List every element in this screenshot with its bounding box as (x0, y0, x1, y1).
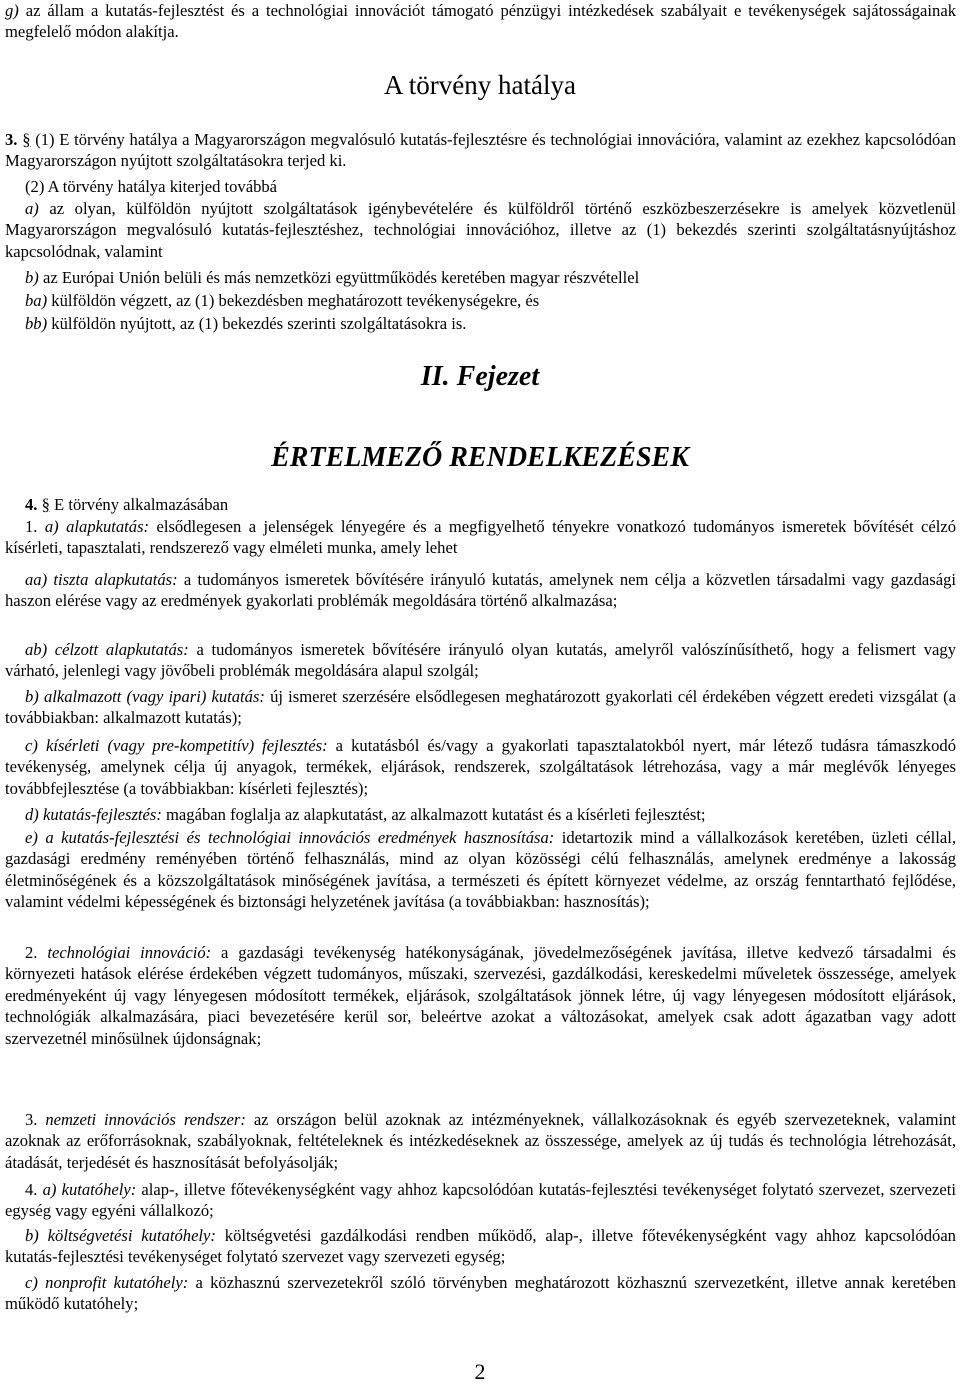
definition-term: b) alkalmazott (vagy ipari) kutatás: (25, 687, 265, 706)
definition-1aa (5, 569, 956, 612)
paragraph-g (5, 0, 956, 43)
item-label: b) (25, 268, 39, 287)
paragraph-text: külföldön végzett, az (1) bekezdésben meghatározott tevékenységekre, és (47, 291, 540, 310)
definition-1c (5, 735, 956, 799)
paragraph-text: külföldön nyújtott, az (1) bekezdés szerinti szolgáltatásokra is. (47, 314, 467, 333)
paragraph-text: E törvény alkalmazásában (49, 495, 229, 514)
item-label: bb) (25, 314, 48, 333)
definition-4a (5, 1179, 956, 1222)
definition-term: c) nonprofit kutatóhely: (25, 1273, 189, 1292)
definition-text: költségvetési gazdálkodási rendben működő, alap-, illetve főtevékenységként vagy ahhoz kapcsolódóan kutatás-fejlesztési tevékenységet folytató szervezet vagy szervezeti egység; (5, 1226, 956, 1267)
definition-term: d) kutatás-fejlesztés: (25, 805, 162, 824)
section-3-point-ba (5, 290, 956, 311)
definition-term: a) alapkutatás: (44, 517, 150, 536)
section-4-heading (5, 494, 956, 515)
section-3-paragraph-2: (2) A törvény hatálya kiterjed továbbá (25, 177, 278, 196)
item-label: g) (5, 1, 19, 20)
definition-text: az országon belül azoknak az intézményeknek, vállalkozásoknak és egyéb szervezeteknek, valamint azoknak az erőforrásoknak, szabályoknak, feltételeknek és intézkedéseknek az összessége, amelyek az új tudás és technológia létrehozását, átadását, terjedését és hasznosítását befolyásolják; (5, 1110, 956, 1172)
definition-4c (5, 1272, 956, 1315)
paragraph-text: az olyan, külföldön nyújtott szolgáltatások igénybevételére és külföldről történő eszközbeszerzésekre is amelyek közvetlenül Magyarországon megvalósuló kutatás-fejlesztéshez, technológiai innovációhoz, illetve az (1) bekezdés szerinti szolgáltatásnyújtáshoz kapcsolódnak, valamint (5, 199, 956, 261)
page-number: 2 (474, 1359, 486, 1384)
definition-text: elsődlegesen a jelenségek lényegére és a megfigyelhető tényekre vonatkozó tudományos ismeretek bővítését célzó kísérleti, tapasztalati, rendszerező vagy elméleti munka, amely lehet (5, 517, 956, 558)
definition-1ab (5, 639, 956, 682)
definition-number: 1. (25, 517, 45, 536)
definition-3 (5, 1109, 956, 1173)
definition-text: alap-, illetve főtevékenységként vagy ahhoz kapcsolódóan kutatás-fejlesztési tevékenységet folytató szervezet, szervezeti egység vagy egyéni vállalkozó; (5, 1180, 956, 1221)
definition-term: aa) tiszta alapkutatás: (25, 570, 178, 589)
definition-term: technológiai innováció: (47, 943, 212, 962)
chapter-heading: II. Fejezet (420, 361, 540, 392)
definition-text: a gazdasági tevékenység hatékonyságának, jövedelmezőségének javítása, illetve kedvező társadalmi és környezeti hatások elérése érdekében végzett tudományos, műszaki, szervezési, gazdálkodási, kereskedelmi műveletek összessége, amelyek eredményeként új vagy lényegesen módosított termékek, eljárások, szolgáltatások jönnek létre, új vagy lényegesen módosított eljárások, technológiák alkalmazására, piaci bevezetésére kerül sor, beleértve azokat a változásokat, amelyek csak adott ágazatban vagy adott szervezetnél minősülnek újdonságnak; (5, 943, 957, 1048)
definition-text: új ismeret szerzésére elsődlegesen meghatározott gyakorlati cél érdekében végzett eredeti vizsgálat (a továbbiakban: alkalmazott kutatás); (5, 687, 956, 728)
section-3-point-b (5, 267, 956, 288)
definition-1b (5, 686, 956, 729)
paragraph-text: az állam a kutatás-fejlesztést és a technológiai innovációt támogató pénzügyi intézkedések szabályait e tevékenységek sajátosságainak megfelelő módon alakítja. (5, 1, 956, 42)
definition-term: b) költségvetési kutatóhely: (25, 1226, 216, 1245)
definition-4b (5, 1225, 956, 1268)
definition-number: 3. (25, 1110, 46, 1129)
paragraph-text: az Európai Unión belüli és más nemzetközi együttműködés keretében magyar részvétellel (38, 268, 640, 287)
definition-term: a) kutatóhely: (42, 1180, 137, 1199)
definition-term: c) kísérleti (vagy pre-kompetitív) fejlesztés: (25, 736, 328, 755)
section-number: 4. (25, 495, 38, 514)
section-sign: § (22, 130, 31, 149)
definition-term: nemzeti innovációs rendszer: (45, 1110, 246, 1129)
definition-text: idetartozik mind a vállalkozások keretében, üzleti céllal, gazdasági eredmény reményében történő felhasználás, mind az olyan közösségi célú felhasználás, amelynek eredménye a lakosság életminőségének és a közszolgáltatások minőségének javítása, a természeti és épített környezet védelme, az ország fenntartható fejlődése, valamint védelmi képességének és biztonsági helyzetének javítása (a továbbiakban: hasznosítás); (5, 828, 956, 912)
section-sign: § (41, 495, 50, 514)
definition-text: a tudományos ismeretek bővítésére irányuló olyan kutatás, amelyről valószínűsíthető, hogy a felismert vagy várható, jelenlegi vagy jövőbeli problémák megoldására alapul szolgál; (5, 640, 956, 681)
section-3-point-a (5, 198, 956, 262)
definition-term: ab) célzott alapkutatás: (25, 640, 189, 659)
definition-1e (5, 827, 956, 913)
definition-number: 4. (25, 1180, 43, 1199)
definition-1a (5, 516, 956, 559)
item-label: ba) (25, 291, 48, 310)
definition-text: a közhasznú szervezetekről szóló törvényben meghatározott közhasznú szervezetként, illetve annak keretében működő kutatóhely; (5, 1273, 957, 1314)
definition-2 (5, 942, 956, 1049)
section-heading-hatalya: A törvény hatálya (384, 70, 576, 100)
definition-text: magában foglalja az alapkutatást, az alkalmazott kutatást és a kísérleti fejlesztést; (161, 805, 706, 824)
section-3-paragraph-1 (5, 129, 956, 172)
section-3-point-bb (5, 313, 956, 334)
definition-text: a tudományos ismeretek bővítésére irányuló kutatás, amelynek nem célja a közvetlen társadalmi vagy gazdasági haszon elérése vagy az eredmények gyakorlati problémák megoldására történő alkalmazása; (5, 570, 956, 611)
definition-text: a kutatásból és/vagy a gyakorlati tapasztalatokból nyert, már létező tudásra támaszkodó tevékenység, amelynek célja új anyagok, termékek, eljárások, rendszerek, szolgáltatások létrehozása, vagy a már meglévők lényeges továbbfejlesztése (a továbbiakban: kísérleti fejlesztés); (5, 736, 956, 798)
definition-1d (5, 804, 956, 825)
definition-number: 2. (25, 943, 48, 962)
definition-term: e) a kutatás-fejlesztési és technológiai innovációs eredmények hasznosítása: (25, 828, 555, 847)
item-label: a) (25, 199, 39, 218)
section-number: 3. (5, 130, 18, 149)
chapter-title: ÉRTELMEZŐ RENDELKEZÉSEK (271, 442, 689, 473)
paragraph-text: (1) E törvény hatálya a Magyarországon megvalósuló kutatás-fejlesztésre és technológiai innovációra, valamint az ezekhez kapcsolódóan Magyarországon nyújtott szolgáltatásokra terjed ki. (5, 130, 956, 171)
